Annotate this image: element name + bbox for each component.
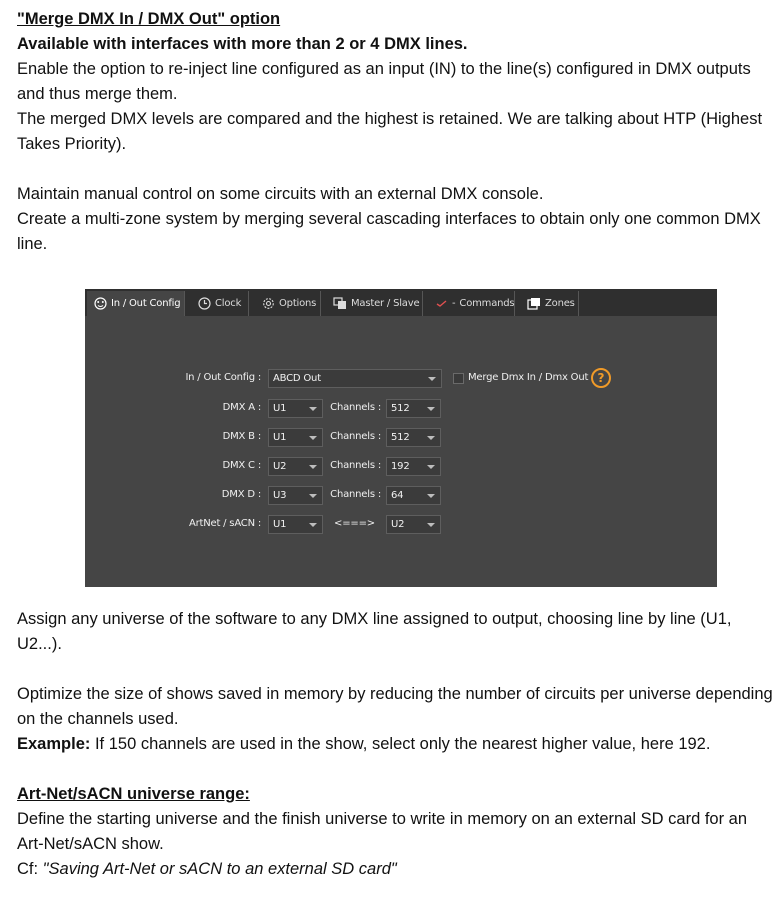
tab-commands[interactable]	[429, 291, 515, 316]
heading-artnet-range: Art-Net/sACN universe range:	[17, 785, 250, 803]
dmx-d-channels-value: 64	[391, 490, 404, 501]
merge-dmx-label: Merge Dmx In / Dmx Out	[468, 372, 589, 383]
paragraph-htp: The merged DMX levels are compared and the highest is retained. We are talking about HTP (Highest Takes Priority).	[17, 110, 763, 153]
chevron-down-icon	[309, 523, 317, 527]
dmx-c-channels-select[interactable]	[386, 457, 441, 476]
artnet-label: ArtNet / sACN :	[188, 518, 261, 529]
dmx-b-universe-select[interactable]	[268, 428, 323, 447]
in-out-config-select[interactable]	[268, 369, 442, 388]
clock-icon	[197, 297, 211, 311]
dmx-b-universe-value: U1	[273, 432, 287, 443]
range-arrow: <===>	[334, 518, 375, 529]
paragraph-example	[17, 732, 777, 757]
artnet-from-select[interactable]	[268, 515, 323, 534]
tab-clock[interactable]	[191, 291, 249, 316]
example-text: If 150 channels are used in the show, select only the nearest higher value, here 192.	[90, 735, 711, 753]
chevron-down-icon	[427, 465, 435, 469]
merge-dmx-checkbox[interactable]	[453, 373, 464, 384]
tab-label: In / Out Config	[111, 298, 181, 309]
availability-note: Available with interfaces with more than 2 or 4 DMX lines.	[17, 35, 468, 53]
chevron-down-icon	[309, 407, 317, 411]
chevron-down-icon	[427, 523, 435, 527]
cf-reference: "Saving Art-Net or sACN to an external SD card"	[42, 860, 397, 878]
tab-label: Zones	[545, 298, 575, 309]
dmx-d-universe-select[interactable]	[268, 486, 323, 505]
chevron-down-icon	[309, 436, 317, 440]
paragraph-cf	[17, 857, 777, 882]
example-label: Example:	[17, 735, 91, 753]
paragraph-optimize: Optimize the size of shows saved in memory by reducing the number of circuits per universe depending on the channels used.	[17, 685, 773, 728]
tab-label: Clock	[215, 298, 242, 309]
dmx-c-universe-value: U2	[273, 461, 287, 472]
cf-label: Cf:	[17, 860, 43, 878]
dmx-a-channels-label: Channels :	[330, 402, 381, 413]
in-out-config-label: In / Out Config :	[185, 372, 261, 383]
paragraph-enable: Enable the option to re-inject line configured as an input (IN) to the line(s) configured in DMX outputs and thus merge them.	[17, 60, 751, 103]
chevron-down-icon	[427, 436, 435, 440]
zones-icon	[527, 297, 541, 311]
windows-icon	[333, 297, 347, 311]
dmx-a-channels-select[interactable]	[386, 399, 441, 418]
dmx-b-channels-select[interactable]	[386, 428, 441, 447]
dmx-b-channels-value: 512	[391, 432, 410, 443]
chevron-down-icon	[427, 407, 435, 411]
tab-dash: -	[452, 298, 456, 309]
paragraph-define-range: Define the starting universe and the finish universe to write in memory on an external SD card for an Art-Net/sACN show.	[17, 810, 748, 853]
dmx-d-channels-label: Channels :	[330, 489, 381, 500]
dmx-c-universe-select[interactable]	[268, 457, 323, 476]
dmx-d-label: DMX D :	[221, 489, 261, 500]
chevron-down-icon	[427, 494, 435, 498]
dmx-a-channels-value: 512	[391, 403, 410, 414]
tab-zones[interactable]	[521, 291, 579, 316]
in-out-config-value: ABCD Out	[273, 373, 321, 384]
paragraph-manual-control: Maintain manual control on some circuits with an external DMX console.	[17, 185, 544, 203]
tab-label: Master / Slave	[351, 298, 420, 309]
dmx-b-label: DMX B :	[222, 431, 261, 442]
tab-in-out-config[interactable]	[87, 291, 185, 316]
chevron-down-icon	[428, 377, 436, 381]
artnet-to-value: U2	[391, 519, 405, 530]
paragraph-multizone: Create a multi-zone system by merging several cascading interfaces to obtain only one common DMX line.	[17, 210, 761, 253]
heading-merge-option: "Merge DMX In / DMX Out" option	[17, 10, 281, 28]
dmx-c-channels-label: Channels :	[330, 460, 381, 471]
chevron-down-icon	[309, 494, 317, 498]
dmx-c-channels-value: 192	[391, 461, 410, 472]
tab-options[interactable]	[255, 291, 321, 316]
dmx-c-label: DMX C :	[222, 460, 261, 471]
dmx-a-label: DMX A :	[222, 402, 261, 413]
dmx-d-channels-select[interactable]	[386, 486, 441, 505]
artnet-to-select[interactable]	[386, 515, 441, 534]
tab-bar	[85, 289, 717, 316]
dmx-a-universe-select[interactable]	[268, 399, 323, 418]
dmx-d-universe-value: U3	[273, 490, 287, 501]
dmx-b-channels-label: Channels :	[330, 431, 381, 442]
tab-label: Commands	[459, 298, 515, 309]
gear-icon	[261, 297, 275, 311]
check-icon	[435, 297, 448, 311]
tab-label: Options	[279, 298, 317, 309]
artnet-from-value: U1	[273, 519, 287, 530]
chevron-down-icon	[309, 465, 317, 469]
tab-master-slave[interactable]	[327, 291, 423, 316]
dmx-a-universe-value: U1	[273, 403, 287, 414]
paragraph-assign-universe: Assign any universe of the software to any DMX line assigned to output, choosing line by line (U1, U2...).	[17, 610, 732, 653]
help-icon[interactable]: ?	[591, 368, 611, 388]
settings-window	[85, 289, 717, 587]
gauge-icon	[93, 297, 107, 311]
